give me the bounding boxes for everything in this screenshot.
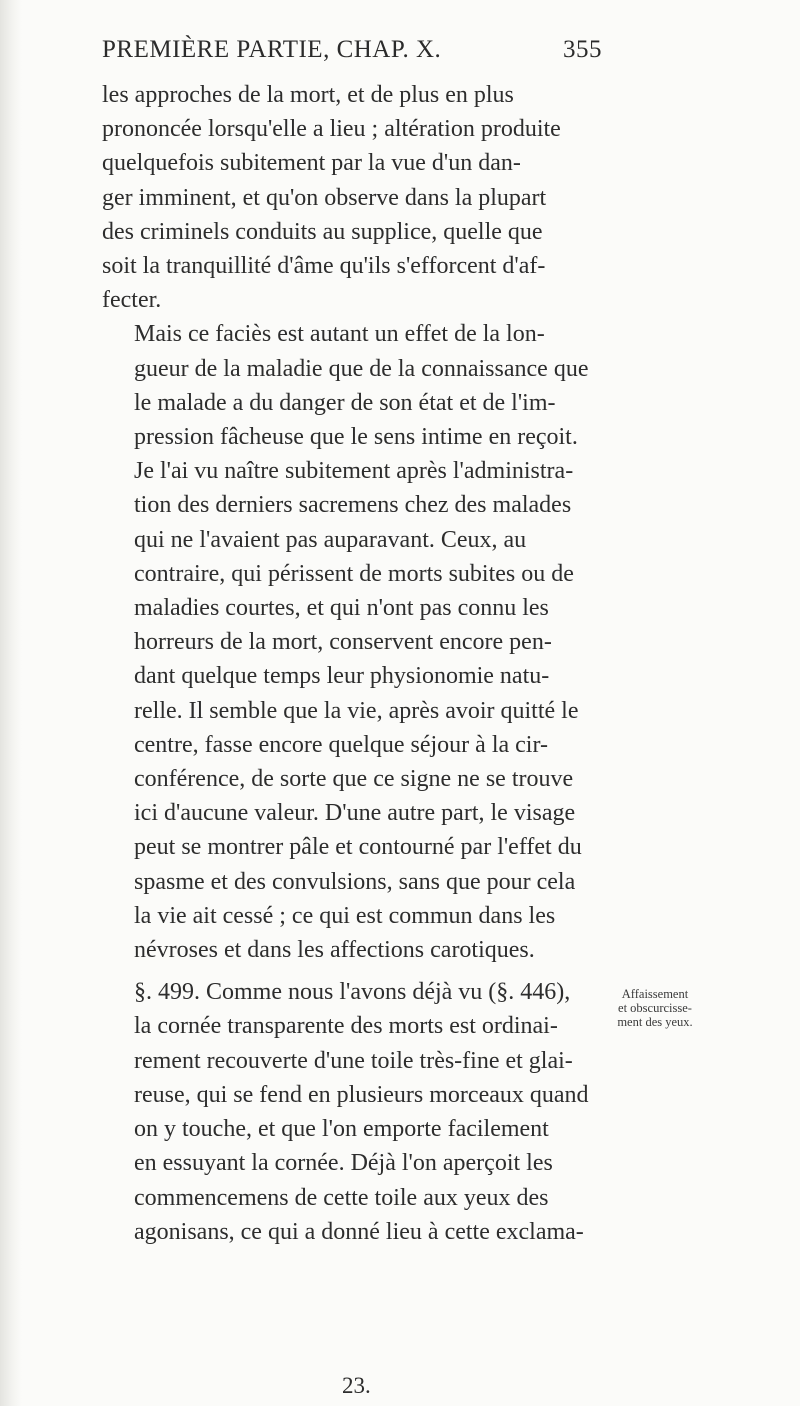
text-line: horreurs de la mort, conservent encore pen- — [134, 629, 552, 656]
text-line: dant quelque temps leur physionomie natu- — [134, 663, 550, 690]
text-line: maladies courtes, et qui n'ont pas connu les — [134, 595, 549, 622]
paragraph-spacer — [102, 967, 602, 975]
text-line: §. 499. Comme nous l'avons déjà vu (§. 446), — [134, 979, 571, 1006]
text-line: soit la tranquillité d'âme qu'ils s'efforcent d'af- — [102, 253, 546, 280]
text-line: contraire, qui périssent de morts subites ou de — [134, 560, 574, 587]
text-line: reuse, qui se fend en plusieurs morceaux quand — [134, 1081, 589, 1108]
paragraph-3 — [102, 975, 602, 1249]
text-line: on y touche, et que l'on emporte facilement — [134, 1116, 549, 1143]
text-line: ger imminent, et qu'on observe dans la plupart — [102, 184, 547, 211]
text-line: centre, fasse encore quelque séjour à la cir- — [134, 731, 548, 758]
paragraph-2 — [102, 317, 602, 967]
text-line: conférence, de sorte que ce signe ne se trouve — [134, 766, 574, 793]
text-line: qui ne l'avaient pas auparavant. Ceux, au — [134, 526, 527, 553]
text-line: relle. Il semble que la vie, après avoir quitté le — [134, 697, 579, 724]
text-line: prononcée lorsqu'elle a lieu ; altération produite — [102, 116, 561, 143]
text-line: spasme et des convulsions, sans que pour cela — [134, 868, 576, 895]
running-title: PREMIÈRE PARTIE, CHAP. X. — [102, 36, 442, 63]
text-line: en essuyant la cornée. Déjà l'on aperçoit les — [134, 1150, 553, 1177]
paragraph-1 — [102, 78, 602, 317]
text-line: peut se montrer pâle et contourné par l'effet du — [134, 834, 582, 861]
text-line: Mais ce faciès est autant un effet de la lon- — [134, 321, 545, 348]
text-line: la vie ait cessé ; ce qui est commun dans les — [134, 902, 556, 929]
margin-note-line: ment des yeux. — [617, 1015, 693, 1030]
text-line: rement recouverte d'une toile très-fine et glai- — [134, 1047, 573, 1074]
text-line: des criminels conduits au supplice, quelle que — [102, 218, 543, 245]
signature-mark: 23. — [342, 1373, 371, 1398]
text-line: gueur de la maladie que de la connaissance que — [134, 355, 589, 382]
running-header — [102, 36, 602, 76]
page-number: 355 — [563, 36, 602, 63]
text-line: agonisans, ce qui a donné lieu à cette exclama- — [134, 1218, 584, 1245]
body-text — [102, 78, 693, 1249]
text-line: pression fâcheuse que le sens intime en reçoit. — [134, 424, 578, 451]
section-499 — [102, 975, 693, 1249]
text-line: névroses et dans les affections carotiques. — [134, 937, 535, 964]
page-spine-shadow — [0, 0, 22, 1406]
margin-note-line: Affaissement — [621, 987, 689, 1002]
text-line: fecter. — [102, 287, 162, 314]
text-line: ici d'aucune valeur. D'une autre part, le visage — [134, 800, 576, 827]
text-line: Je l'ai vu naître subitement après l'administra- — [134, 458, 574, 485]
text-line: le malade a du danger de son état et de l'im- — [134, 389, 556, 416]
text-line: la cornée transparente des morts est ordinai- — [134, 1013, 558, 1040]
text-line: quelquefois subitement par la vue d'un dan- — [102, 150, 521, 177]
margin-note-line: et obscurcisse- — [618, 1001, 692, 1016]
text-line: tion des derniers sacremens chez des malades — [134, 492, 572, 519]
margin-note — [610, 987, 700, 1029]
text-line: les approches de la mort, et de plus en plus — [102, 82, 514, 108]
text-line: commencemens de cette toile aux yeux des — [134, 1184, 549, 1211]
